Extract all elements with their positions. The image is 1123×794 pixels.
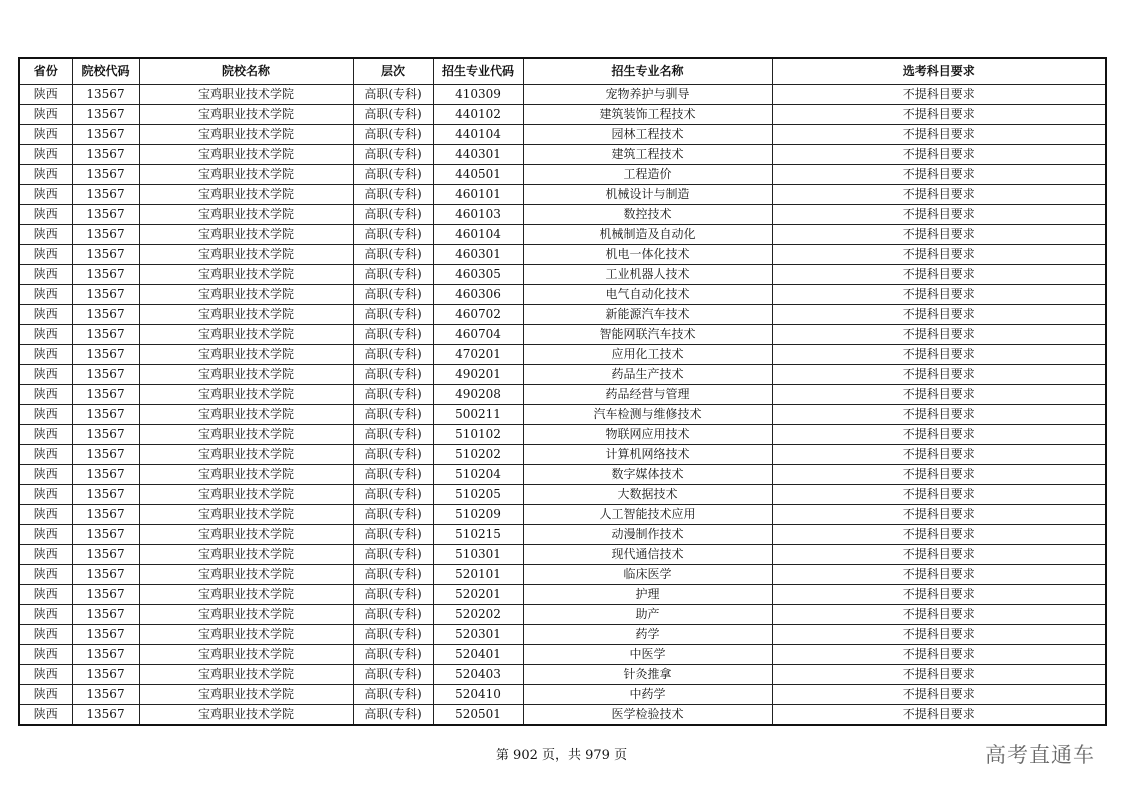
table-row bbox=[19, 225, 1106, 245]
cell-major-name: 宠物养护与驯导 bbox=[523, 85, 772, 105]
table-row bbox=[19, 105, 1106, 125]
cell-province: 陕西 bbox=[19, 145, 72, 165]
cell-school-code: 13567 bbox=[72, 105, 139, 125]
cell-level: 高职(专科) bbox=[353, 645, 433, 665]
table-row bbox=[19, 205, 1106, 225]
cell-province: 陕西 bbox=[19, 225, 72, 245]
cell-major-name: 药学 bbox=[523, 625, 772, 645]
cell-school-code: 13567 bbox=[72, 565, 139, 585]
cell-school-name: 宝鸡职业技术学院 bbox=[139, 365, 353, 385]
cell-school-code: 13567 bbox=[72, 425, 139, 445]
cell-major-name: 动漫制作技术 bbox=[523, 525, 772, 545]
cell-school-code: 13567 bbox=[72, 705, 139, 726]
cell-school-code: 13567 bbox=[72, 165, 139, 185]
cell-province: 陕西 bbox=[19, 705, 72, 726]
cell-school-name: 宝鸡职业技术学院 bbox=[139, 125, 353, 145]
cell-level: 高职(专科) bbox=[353, 485, 433, 505]
cell-school-name: 宝鸡职业技术学院 bbox=[139, 665, 353, 685]
cell-major-name: 临床医学 bbox=[523, 565, 772, 585]
cell-major-name: 助产 bbox=[523, 605, 772, 625]
table-row bbox=[19, 605, 1106, 625]
table-row bbox=[19, 405, 1106, 425]
table-row bbox=[19, 465, 1106, 485]
cell-major-name: 计算机网络技术 bbox=[523, 445, 772, 465]
cell-major-name: 药品生产技术 bbox=[523, 365, 772, 385]
table-row bbox=[19, 325, 1106, 345]
cell-province: 陕西 bbox=[19, 365, 72, 385]
cell-subject-requirement: 不提科目要求 bbox=[772, 165, 1106, 185]
cell-school-name: 宝鸡职业技术学院 bbox=[139, 625, 353, 645]
admissions-table-container bbox=[18, 57, 1105, 726]
cell-school-name: 宝鸡职业技术学院 bbox=[139, 105, 353, 125]
cell-school-code: 13567 bbox=[72, 265, 139, 285]
cell-province: 陕西 bbox=[19, 605, 72, 625]
cell-subject-requirement: 不提科目要求 bbox=[772, 245, 1106, 265]
cell-major-name: 汽车检测与维修技术 bbox=[523, 405, 772, 425]
cell-level: 高职(专科) bbox=[353, 465, 433, 485]
cell-subject-requirement: 不提科目要求 bbox=[772, 705, 1106, 726]
cell-major-name: 电气自动化技术 bbox=[523, 285, 772, 305]
cell-major-code: 510202 bbox=[433, 445, 523, 465]
cell-major-name: 园林工程技术 bbox=[523, 125, 772, 145]
cell-subject-requirement: 不提科目要求 bbox=[772, 85, 1106, 105]
cell-school-code: 13567 bbox=[72, 385, 139, 405]
cell-subject-requirement: 不提科目要求 bbox=[772, 145, 1106, 165]
table-body bbox=[19, 85, 1106, 726]
cell-level: 高职(专科) bbox=[353, 705, 433, 726]
cell-level: 高职(专科) bbox=[353, 665, 433, 685]
table-header-row bbox=[19, 58, 1106, 85]
cell-major-code: 510301 bbox=[433, 545, 523, 565]
cell-subject-requirement: 不提科目要求 bbox=[772, 405, 1106, 425]
table-row bbox=[19, 445, 1106, 465]
cell-level: 高职(专科) bbox=[353, 125, 433, 145]
cell-subject-requirement: 不提科目要求 bbox=[772, 225, 1106, 245]
cell-major-name: 数字媒体技术 bbox=[523, 465, 772, 485]
cell-province: 陕西 bbox=[19, 265, 72, 285]
cell-major-code: 520301 bbox=[433, 625, 523, 645]
cell-school-name: 宝鸡职业技术学院 bbox=[139, 465, 353, 485]
cell-subject-requirement: 不提科目要求 bbox=[772, 665, 1106, 685]
cell-major-name: 药品经营与管理 bbox=[523, 385, 772, 405]
cell-major-name: 数控技术 bbox=[523, 205, 772, 225]
cell-major-code: 410309 bbox=[433, 85, 523, 105]
header-level: 层次 bbox=[353, 58, 433, 85]
cell-school-code: 13567 bbox=[72, 145, 139, 165]
cell-school-name: 宝鸡职业技术学院 bbox=[139, 305, 353, 325]
cell-level: 高职(专科) bbox=[353, 225, 433, 245]
cell-major-code: 460306 bbox=[433, 285, 523, 305]
table-row bbox=[19, 505, 1106, 525]
cell-major-code: 510215 bbox=[433, 525, 523, 545]
cell-province: 陕西 bbox=[19, 625, 72, 645]
cell-major-name: 大数据技术 bbox=[523, 485, 772, 505]
cell-school-name: 宝鸡职业技术学院 bbox=[139, 265, 353, 285]
cell-major-code: 510204 bbox=[433, 465, 523, 485]
cell-major-name: 现代通信技术 bbox=[523, 545, 772, 565]
admissions-table bbox=[18, 57, 1107, 726]
cell-subject-requirement: 不提科目要求 bbox=[772, 585, 1106, 605]
cell-level: 高职(专科) bbox=[353, 425, 433, 445]
cell-major-code: 440102 bbox=[433, 105, 523, 125]
table-row bbox=[19, 185, 1106, 205]
cell-level: 高职(专科) bbox=[353, 285, 433, 305]
cell-major-code: 460305 bbox=[433, 265, 523, 285]
cell-province: 陕西 bbox=[19, 305, 72, 325]
cell-subject-requirement: 不提科目要求 bbox=[772, 545, 1106, 565]
cell-school-name: 宝鸡职业技术学院 bbox=[139, 705, 353, 726]
cell-level: 高职(专科) bbox=[353, 165, 433, 185]
cell-school-name: 宝鸡职业技术学院 bbox=[139, 425, 353, 445]
table-row bbox=[19, 545, 1106, 565]
cell-level: 高职(专科) bbox=[353, 365, 433, 385]
cell-school-code: 13567 bbox=[72, 125, 139, 145]
table-row bbox=[19, 85, 1106, 105]
cell-school-name: 宝鸡职业技术学院 bbox=[139, 185, 353, 205]
cell-subject-requirement: 不提科目要求 bbox=[772, 345, 1106, 365]
cell-level: 高职(专科) bbox=[353, 585, 433, 605]
cell-school-name: 宝鸡职业技术学院 bbox=[139, 445, 353, 465]
cell-major-code: 520101 bbox=[433, 565, 523, 585]
cell-subject-requirement: 不提科目要求 bbox=[772, 185, 1106, 205]
table-row bbox=[19, 345, 1106, 365]
cell-school-code: 13567 bbox=[72, 445, 139, 465]
cell-school-code: 13567 bbox=[72, 325, 139, 345]
cell-school-code: 13567 bbox=[72, 305, 139, 325]
cell-major-code: 520201 bbox=[433, 585, 523, 605]
cell-school-name: 宝鸡职业技术学院 bbox=[139, 505, 353, 525]
table-row bbox=[19, 425, 1106, 445]
cell-major-name: 建筑工程技术 bbox=[523, 145, 772, 165]
cell-major-code: 460704 bbox=[433, 325, 523, 345]
cell-major-name: 针灸推拿 bbox=[523, 665, 772, 685]
cell-level: 高职(专科) bbox=[353, 625, 433, 645]
cell-school-code: 13567 bbox=[72, 545, 139, 565]
cell-major-code: 470201 bbox=[433, 345, 523, 365]
cell-province: 陕西 bbox=[19, 385, 72, 405]
cell-major-code: 490201 bbox=[433, 365, 523, 385]
cell-school-code: 13567 bbox=[72, 625, 139, 645]
cell-province: 陕西 bbox=[19, 85, 72, 105]
cell-school-name: 宝鸡职业技术学院 bbox=[139, 485, 353, 505]
cell-subject-requirement: 不提科目要求 bbox=[772, 445, 1106, 465]
cell-major-name: 物联网应用技术 bbox=[523, 425, 772, 445]
cell-major-name: 人工智能技术应用 bbox=[523, 505, 772, 525]
table-row bbox=[19, 265, 1106, 285]
cell-school-code: 13567 bbox=[72, 525, 139, 545]
cell-school-code: 13567 bbox=[72, 685, 139, 705]
table-row bbox=[19, 585, 1106, 605]
cell-school-code: 13567 bbox=[72, 485, 139, 505]
cell-subject-requirement: 不提科目要求 bbox=[772, 385, 1106, 405]
cell-province: 陕西 bbox=[19, 545, 72, 565]
cell-school-name: 宝鸡职业技术学院 bbox=[139, 565, 353, 585]
cell-major-code: 520403 bbox=[433, 665, 523, 685]
cell-province: 陕西 bbox=[19, 685, 72, 705]
cell-school-name: 宝鸡职业技术学院 bbox=[139, 345, 353, 365]
cell-school-code: 13567 bbox=[72, 345, 139, 365]
cell-subject-requirement: 不提科目要求 bbox=[772, 485, 1106, 505]
cell-subject-requirement: 不提科目要求 bbox=[772, 265, 1106, 285]
cell-major-code: 520410 bbox=[433, 685, 523, 705]
cell-school-name: 宝鸡职业技术学院 bbox=[139, 545, 353, 565]
cell-subject-requirement: 不提科目要求 bbox=[772, 505, 1106, 525]
cell-province: 陕西 bbox=[19, 465, 72, 485]
cell-province: 陕西 bbox=[19, 645, 72, 665]
cell-subject-requirement: 不提科目要求 bbox=[772, 625, 1106, 645]
cell-province: 陕西 bbox=[19, 425, 72, 445]
cell-major-code: 460103 bbox=[433, 205, 523, 225]
cell-subject-requirement: 不提科目要求 bbox=[772, 125, 1106, 145]
cell-school-code: 13567 bbox=[72, 285, 139, 305]
cell-level: 高职(专科) bbox=[353, 545, 433, 565]
cell-major-code: 440301 bbox=[433, 145, 523, 165]
cell-level: 高职(专科) bbox=[353, 505, 433, 525]
cell-school-code: 13567 bbox=[72, 205, 139, 225]
cell-major-code: 520401 bbox=[433, 645, 523, 665]
cell-major-name: 医学检验技术 bbox=[523, 705, 772, 726]
cell-school-code: 13567 bbox=[72, 505, 139, 525]
cell-subject-requirement: 不提科目要求 bbox=[772, 465, 1106, 485]
cell-school-name: 宝鸡职业技术学院 bbox=[139, 645, 353, 665]
watermark-logo-text: 高考直通车 bbox=[985, 743, 1095, 767]
table-row bbox=[19, 525, 1106, 545]
cell-level: 高职(专科) bbox=[353, 185, 433, 205]
cell-major-name: 工程造价 bbox=[523, 165, 772, 185]
cell-school-name: 宝鸡职业技术学院 bbox=[139, 685, 353, 705]
cell-level: 高职(专科) bbox=[353, 525, 433, 545]
cell-province: 陕西 bbox=[19, 325, 72, 345]
cell-level: 高职(专科) bbox=[353, 345, 433, 365]
cell-school-name: 宝鸡职业技术学院 bbox=[139, 245, 353, 265]
table-row bbox=[19, 245, 1106, 265]
cell-subject-requirement: 不提科目要求 bbox=[772, 105, 1106, 125]
cell-province: 陕西 bbox=[19, 185, 72, 205]
cell-major-code: 460104 bbox=[433, 225, 523, 245]
header-province: 省份 bbox=[19, 58, 72, 85]
table-row bbox=[19, 385, 1106, 405]
cell-province: 陕西 bbox=[19, 585, 72, 605]
cell-province: 陕西 bbox=[19, 205, 72, 225]
table-row bbox=[19, 685, 1106, 705]
cell-school-name: 宝鸡职业技术学院 bbox=[139, 205, 353, 225]
cell-school-name: 宝鸡职业技术学院 bbox=[139, 225, 353, 245]
table-row bbox=[19, 665, 1106, 685]
cell-school-code: 13567 bbox=[72, 245, 139, 265]
cell-province: 陕西 bbox=[19, 245, 72, 265]
cell-level: 高职(专科) bbox=[353, 565, 433, 585]
cell-subject-requirement: 不提科目要求 bbox=[772, 425, 1106, 445]
cell-province: 陕西 bbox=[19, 165, 72, 185]
cell-major-name: 中医学 bbox=[523, 645, 772, 665]
table-row bbox=[19, 625, 1106, 645]
cell-major-name: 机械设计与制造 bbox=[523, 185, 772, 205]
cell-major-code: 510102 bbox=[433, 425, 523, 445]
table-row bbox=[19, 145, 1106, 165]
cell-school-name: 宝鸡职业技术学院 bbox=[139, 585, 353, 605]
cell-school-code: 13567 bbox=[72, 585, 139, 605]
cell-major-code: 510209 bbox=[433, 505, 523, 525]
table-row bbox=[19, 565, 1106, 585]
cell-subject-requirement: 不提科目要求 bbox=[772, 285, 1106, 305]
cell-school-name: 宝鸡职业技术学院 bbox=[139, 165, 353, 185]
cell-level: 高职(专科) bbox=[353, 325, 433, 345]
header-school-code: 院校代码 bbox=[72, 58, 139, 85]
cell-level: 高职(专科) bbox=[353, 105, 433, 125]
cell-major-name: 工业机器人技术 bbox=[523, 265, 772, 285]
cell-province: 陕西 bbox=[19, 405, 72, 425]
cell-level: 高职(专科) bbox=[353, 245, 433, 265]
cell-major-name: 建筑装饰工程技术 bbox=[523, 105, 772, 125]
cell-school-name: 宝鸡职业技术学院 bbox=[139, 605, 353, 625]
cell-major-name: 机械制造及自动化 bbox=[523, 225, 772, 245]
cell-major-code: 520501 bbox=[433, 705, 523, 726]
cell-school-code: 13567 bbox=[72, 225, 139, 245]
cell-school-name: 宝鸡职业技术学院 bbox=[139, 325, 353, 345]
cell-major-code: 440104 bbox=[433, 125, 523, 145]
cell-school-name: 宝鸡职业技术学院 bbox=[139, 525, 353, 545]
cell-school-code: 13567 bbox=[72, 405, 139, 425]
cell-school-code: 13567 bbox=[72, 85, 139, 105]
cell-subject-requirement: 不提科目要求 bbox=[772, 305, 1106, 325]
cell-major-code: 490208 bbox=[433, 385, 523, 405]
cell-level: 高职(专科) bbox=[353, 605, 433, 625]
cell-school-code: 13567 bbox=[72, 365, 139, 385]
cell-major-name: 护理 bbox=[523, 585, 772, 605]
cell-province: 陕西 bbox=[19, 445, 72, 465]
cell-major-code: 520202 bbox=[433, 605, 523, 625]
header-subject-requirement: 选考科目要求 bbox=[772, 58, 1106, 85]
cell-level: 高职(专科) bbox=[353, 145, 433, 165]
cell-province: 陕西 bbox=[19, 285, 72, 305]
cell-subject-requirement: 不提科目要求 bbox=[772, 605, 1106, 625]
table-row bbox=[19, 305, 1106, 325]
header-major-name: 招生专业名称 bbox=[523, 58, 772, 85]
cell-major-name: 新能源汽车技术 bbox=[523, 305, 772, 325]
cell-subject-requirement: 不提科目要求 bbox=[772, 325, 1106, 345]
cell-major-code: 460702 bbox=[433, 305, 523, 325]
table-row bbox=[19, 365, 1106, 385]
cell-school-name: 宝鸡职业技术学院 bbox=[139, 285, 353, 305]
cell-province: 陕西 bbox=[19, 125, 72, 145]
cell-province: 陕西 bbox=[19, 105, 72, 125]
page-number: 第 902 页，共 979 页 bbox=[495, 748, 628, 763]
cell-subject-requirement: 不提科目要求 bbox=[772, 645, 1106, 665]
header-major-code: 招生专业代码 bbox=[433, 58, 523, 85]
cell-subject-requirement: 不提科目要求 bbox=[772, 365, 1106, 385]
cell-level: 高职(专科) bbox=[353, 405, 433, 425]
cell-province: 陕西 bbox=[19, 485, 72, 505]
cell-level: 高职(专科) bbox=[353, 305, 433, 325]
cell-level: 高职(专科) bbox=[353, 685, 433, 705]
cell-school-name: 宝鸡职业技术学院 bbox=[139, 145, 353, 165]
table-row bbox=[19, 645, 1106, 665]
cell-major-code: 440501 bbox=[433, 165, 523, 185]
cell-major-code: 460301 bbox=[433, 245, 523, 265]
cell-major-name: 中药学 bbox=[523, 685, 772, 705]
cell-province: 陕西 bbox=[19, 345, 72, 365]
table-row bbox=[19, 705, 1106, 726]
table-row bbox=[19, 165, 1106, 185]
cell-province: 陕西 bbox=[19, 525, 72, 545]
table-row bbox=[19, 125, 1106, 145]
cell-school-code: 13567 bbox=[72, 605, 139, 625]
cell-subject-requirement: 不提科目要求 bbox=[772, 565, 1106, 585]
cell-major-code: 510205 bbox=[433, 485, 523, 505]
cell-school-code: 13567 bbox=[72, 465, 139, 485]
cell-major-name: 智能网联汽车技术 bbox=[523, 325, 772, 345]
cell-school-name: 宝鸡职业技术学院 bbox=[139, 85, 353, 105]
cell-school-code: 13567 bbox=[72, 645, 139, 665]
cell-subject-requirement: 不提科目要求 bbox=[772, 205, 1106, 225]
cell-province: 陕西 bbox=[19, 505, 72, 525]
cell-level: 高职(专科) bbox=[353, 205, 433, 225]
cell-level: 高职(专科) bbox=[353, 445, 433, 465]
header-school-name: 院校名称 bbox=[139, 58, 353, 85]
cell-school-name: 宝鸡职业技术学院 bbox=[139, 405, 353, 425]
cell-major-code: 500211 bbox=[433, 405, 523, 425]
cell-major-code: 460101 bbox=[433, 185, 523, 205]
cell-level: 高职(专科) bbox=[353, 265, 433, 285]
cell-subject-requirement: 不提科目要求 bbox=[772, 525, 1106, 545]
table-row bbox=[19, 485, 1106, 505]
cell-major-name: 应用化工技术 bbox=[523, 345, 772, 365]
cell-province: 陕西 bbox=[19, 565, 72, 585]
table-row bbox=[19, 285, 1106, 305]
cell-school-code: 13567 bbox=[72, 665, 139, 685]
cell-level: 高职(专科) bbox=[353, 385, 433, 405]
cell-major-name: 机电一体化技术 bbox=[523, 245, 772, 265]
cell-subject-requirement: 不提科目要求 bbox=[772, 685, 1106, 705]
cell-level: 高职(专科) bbox=[353, 85, 433, 105]
cell-school-name: 宝鸡职业技术学院 bbox=[139, 385, 353, 405]
cell-province: 陕西 bbox=[19, 665, 72, 685]
cell-school-code: 13567 bbox=[72, 185, 139, 205]
